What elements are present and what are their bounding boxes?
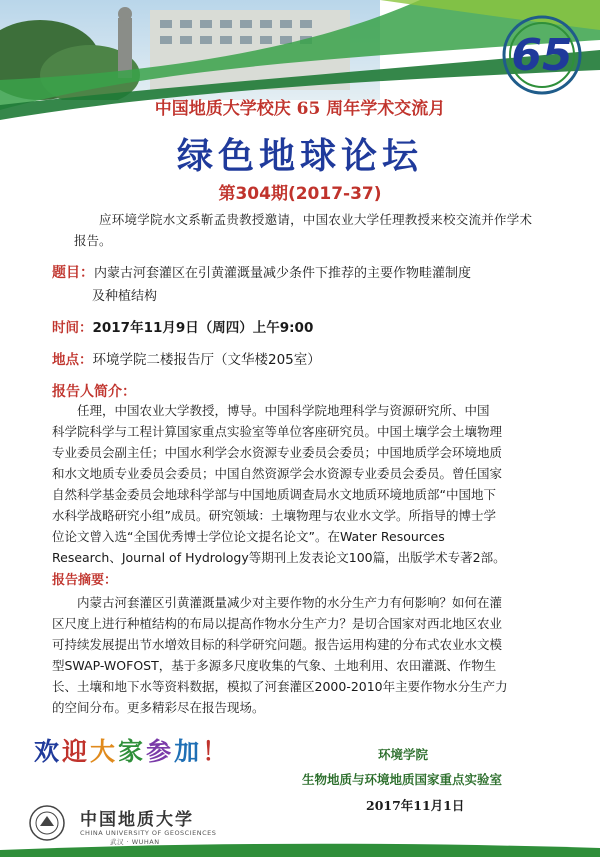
- welcome-char: 迎: [62, 737, 91, 766]
- organizer-school: 环境学院: [378, 747, 429, 762]
- time-row: [52, 316, 313, 336]
- event-subtitle: 中国地质大学校庆 65 周年学术交流月: [154, 99, 446, 119]
- anniversary-65-emblem: [472, 12, 590, 98]
- time-value: 2017年11月9日（周四）上午9:00: [92, 320, 314, 336]
- abstract-line: 的空间分布。更多精彩尽在报告现场。: [52, 700, 265, 715]
- topic-line-1: 内蒙古河套灌区在引黄灌溉量减少条件下推荐的主要作物畦灌制度: [94, 266, 472, 281]
- bio-line: 专业委员会副主任；中国水利学会水资源专业委员会委员；中国地质学会环境地质: [52, 445, 503, 460]
- bio-line: Research、Journal of Hydrology等期刊上发表论文100篇，出版学术专著2部。: [52, 550, 506, 565]
- bio-line: 科学院科学与工程计算国家重点实验室等单位客座研究员。中国土壤学会土壤物理: [52, 424, 503, 439]
- topic-row: [52, 262, 542, 308]
- abstract-line: 型SWAP-WOFOST，基于多源多尺度收集的气象、土地利用、农田灌溉、作物生: [52, 658, 497, 673]
- welcome-char: 欢: [34, 737, 63, 766]
- bio-line: 位论文曾入选“全国优秀博士学位论文提名论文”。在Water Resources: [52, 529, 445, 544]
- bio-paragraph: [52, 400, 534, 568]
- forum-title: 绿色地球论坛: [176, 136, 423, 177]
- time-label: 时间：: [52, 320, 93, 336]
- bio-line: 和水文地质专业委员会委员；中国自然资源学会水资源专业委员会委员。曾任国家: [52, 466, 503, 481]
- bio-line: 自然科学基金委员会地球科学部与中国地质调查局水文地质环境地质部“中国地下: [52, 487, 496, 502]
- abstract-line: 内蒙古河套灌区引黄灌溉量减少对主要作物的水分生产力有何影响？如何在灌: [77, 595, 503, 610]
- bio-line: 任理，中国农业大学教授，博导。中国科学院地理科学与资源研究所、中国: [77, 403, 490, 418]
- university-name-en-text: CHINA UNIVERSITY OF GEOSCIENCES: [80, 829, 217, 837]
- abstract-heading: 报告摘要：: [52, 573, 118, 588]
- welcome-char: 大: [90, 737, 119, 766]
- place-value: 环境学院二楼报告厅（文华楼205室）: [92, 352, 321, 368]
- place-row: [52, 348, 321, 368]
- university-seal-icon: [28, 804, 66, 842]
- announcement-date: 2017年11月1日: [366, 798, 465, 813]
- university-name-cn: 中国地质大学: [80, 810, 194, 830]
- welcome-char: 参: [146, 737, 175, 766]
- topic-label: 题目：: [52, 265, 94, 281]
- abstract-line: 可持续发展提出节水增效目标的科学研究问题。报告运用构建的分布式农业水文模: [52, 637, 503, 652]
- bio-line: 水科学战略研究小组”成员。研究领域：土壤物理与农业水文学。所指导的博士学: [52, 508, 496, 523]
- welcome-char: 加: [174, 737, 203, 766]
- university-city: 武汉 · WUHAN: [110, 838, 160, 846]
- topic-line-2: 及种植结构: [92, 289, 158, 304]
- issue-number: 第304期(2017-37): [218, 184, 382, 204]
- footer-green-band: [0, 842, 600, 857]
- welcome-char: ！: [202, 737, 231, 766]
- abstract-paragraph: [52, 592, 534, 718]
- svg-text:65: 65: [511, 30, 573, 81]
- place-label: 地点：: [52, 352, 93, 368]
- welcome-char: 家: [118, 737, 147, 766]
- bio-heading: 报告人简介：: [52, 384, 136, 400]
- abstract-line: 区尺度上进行种植结构的布局以提高作物水分生产力？是切合国家对西北地区农业: [52, 616, 503, 631]
- abstract-line: 长、土壤和地下水等资料数据，模拟了河套灌区2000-2010年主要作物水分生产力: [52, 679, 508, 694]
- welcome-banner: [34, 732, 230, 768]
- intro-paragraph: 应环境学院水文系靳孟贵教授邀请，中国农业大学任理教授来校交流并作学术报告。: [74, 212, 532, 248]
- organizer-lab: 生物地质与环境地质国家重点实验室: [302, 772, 503, 787]
